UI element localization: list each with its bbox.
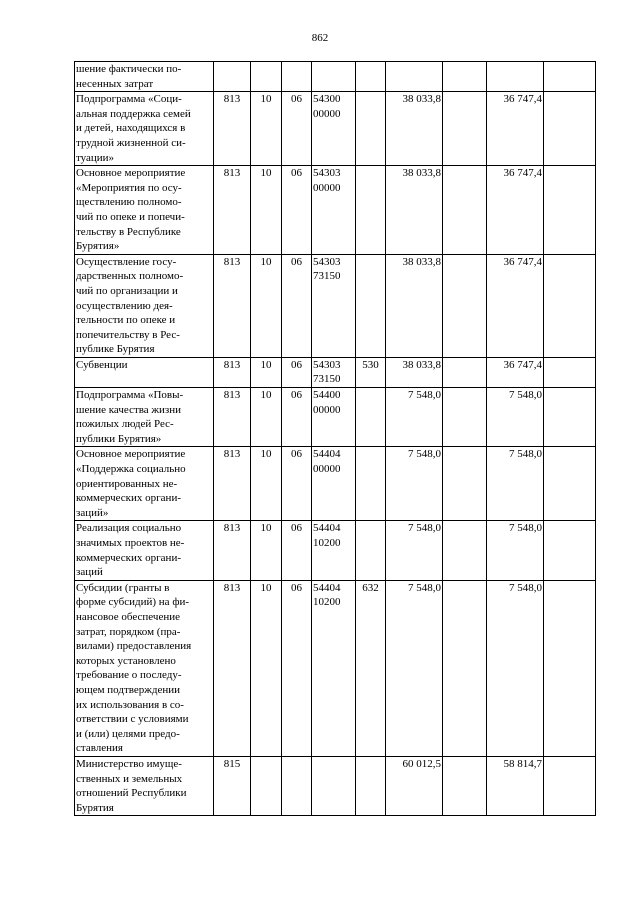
amount-cell: 36 747,4 (487, 92, 544, 166)
amount-cell: 36 747,4 (487, 357, 544, 387)
item-name-cell: шение фактически по- несенных затрат (75, 62, 214, 92)
amount-cell: 36 747,4 (487, 166, 544, 255)
amount-cell: 7 548,0 (487, 521, 544, 580)
expense-type-cell (356, 388, 386, 447)
empty-cell (544, 92, 596, 166)
ministry-code-cell (214, 62, 251, 92)
empty-cell (443, 521, 487, 580)
item-name-cell: Основное мероприятие «Поддержка социально ориентированных не- коммерческих органи- заций» (75, 447, 214, 521)
subsection-code-cell: 06 (282, 580, 312, 756)
subsection-code-cell: 06 (282, 92, 312, 166)
ministry-code-cell: 813 (214, 521, 251, 580)
table-row (75, 447, 596, 521)
section-code-cell: 10 (251, 92, 282, 166)
table-body (75, 62, 596, 816)
amount-cell: 7 548,0 (386, 580, 443, 756)
empty-cell (443, 62, 487, 92)
target-article-cell (312, 62, 356, 92)
empty-cell (544, 254, 596, 357)
target-article-cell: 54303 73150 (312, 357, 356, 387)
subsection-code-cell: 06 (282, 521, 312, 580)
section-code-cell: 10 (251, 580, 282, 756)
ministry-code-cell: 813 (214, 254, 251, 357)
expense-type-cell (356, 756, 386, 815)
table-row (75, 166, 596, 255)
section-code-cell: 10 (251, 254, 282, 357)
section-code-cell: 10 (251, 166, 282, 255)
empty-cell (544, 357, 596, 387)
table-row (75, 92, 596, 166)
amount-cell: 38 033,8 (386, 166, 443, 255)
empty-cell (544, 62, 596, 92)
empty-cell (544, 447, 596, 521)
table-row (75, 62, 596, 92)
subsection-code-cell: 06 (282, 388, 312, 447)
table-row (75, 756, 596, 815)
amount-cell: 7 548,0 (487, 388, 544, 447)
table-row (75, 254, 596, 357)
subsection-code-cell: 06 (282, 357, 312, 387)
ministry-code-cell: 813 (214, 166, 251, 255)
item-name-cell: Субсидии (гранты в форме субсидий) на фи- нансовое обеспечение затрат, порядком (пра- вилами) предоставления которых установлено требование о последу- ющем подтверждении их использования в со- ответствии с условиями и (или) целями предо- ставления (75, 580, 214, 756)
item-name-cell: Министерство имуще- ственных и земельных отношений Республики Бурятия (75, 756, 214, 815)
subsection-code-cell: 06 (282, 166, 312, 255)
section-code-cell: 10 (251, 521, 282, 580)
ministry-code-cell: 813 (214, 447, 251, 521)
amount-cell: 60 012,5 (386, 756, 443, 815)
item-name-cell: Осуществление госу- дарственных полномо- чий по организации и осуществлению дея- тельности по опеке и попечительству в Рес- публике Бурятия (75, 254, 214, 357)
target-article-cell: 54400 00000 (312, 388, 356, 447)
table-row (75, 521, 596, 580)
page-number: 862 (311, 32, 329, 44)
subsection-code-cell: 06 (282, 254, 312, 357)
section-code-cell (251, 756, 282, 815)
ministry-code-cell: 813 (214, 580, 251, 756)
target-article-cell: 54303 73150 (312, 254, 356, 357)
empty-cell (443, 254, 487, 357)
empty-cell (544, 521, 596, 580)
target-article-cell: 54404 00000 (312, 447, 356, 521)
amount-cell: 58 814,7 (487, 756, 544, 815)
item-name-cell: Основное мероприятие «Мероприятия по осу- ществлению полномо- чий по опеке и попечи- тельству в Республике Бурятия» (75, 166, 214, 255)
ministry-code-cell: 813 (214, 92, 251, 166)
expense-type-cell: 530 (356, 357, 386, 387)
item-name-cell: Подпрограмма «Соци- альная поддержка семей и детей, находящихся в трудной жизненной си- туации» (75, 92, 214, 166)
subsection-code-cell (282, 62, 312, 92)
empty-cell (443, 447, 487, 521)
section-code-cell: 10 (251, 447, 282, 521)
amount-cell: 7 548,0 (386, 388, 443, 447)
expense-type-cell (356, 62, 386, 92)
expense-type-cell (356, 447, 386, 521)
amount-cell: 38 033,8 (386, 254, 443, 357)
target-article-cell (312, 756, 356, 815)
expense-type-cell (356, 254, 386, 357)
empty-cell (443, 756, 487, 815)
budget-table (74, 61, 596, 816)
item-name-cell: Реализация социально значимых проектов не- коммерческих органи- заций (75, 521, 214, 580)
item-name-cell: Подпрограмма «Повы- шение качества жизни пожилых людей Рес- публики Бурятия» (75, 388, 214, 447)
amount-cell: 7 548,0 (386, 447, 443, 521)
amount-cell (386, 62, 443, 92)
target-article-cell: 54300 00000 (312, 92, 356, 166)
section-code-cell (251, 62, 282, 92)
ministry-code-cell: 815 (214, 756, 251, 815)
empty-cell (443, 388, 487, 447)
section-code-cell: 10 (251, 357, 282, 387)
section-code-cell: 10 (251, 388, 282, 447)
empty-cell (544, 166, 596, 255)
amount-cell: 36 747,4 (487, 254, 544, 357)
expense-type-cell (356, 521, 386, 580)
table-row (75, 388, 596, 447)
amount-cell: 7 548,0 (386, 521, 443, 580)
expense-type-cell: 632 (356, 580, 386, 756)
empty-cell (544, 580, 596, 756)
amount-cell: 38 033,8 (386, 92, 443, 166)
empty-cell (544, 756, 596, 815)
table-row (75, 357, 596, 387)
empty-cell (443, 166, 487, 255)
amount-cell (487, 62, 544, 92)
item-name-cell: Субвенции (75, 357, 214, 387)
empty-cell (443, 357, 487, 387)
amount-cell: 7 548,0 (487, 580, 544, 756)
ministry-code-cell: 813 (214, 388, 251, 447)
expense-type-cell (356, 92, 386, 166)
subsection-code-cell (282, 756, 312, 815)
amount-cell: 7 548,0 (487, 447, 544, 521)
subsection-code-cell: 06 (282, 447, 312, 521)
ministry-code-cell: 813 (214, 357, 251, 387)
table-row (75, 580, 596, 756)
amount-cell: 38 033,8 (386, 357, 443, 387)
empty-cell (443, 92, 487, 166)
target-article-cell: 54404 10200 (312, 580, 356, 756)
empty-cell (544, 388, 596, 447)
expense-type-cell (356, 166, 386, 255)
empty-cell (443, 580, 487, 756)
target-article-cell: 54404 10200 (312, 521, 356, 580)
target-article-cell: 54303 00000 (312, 166, 356, 255)
